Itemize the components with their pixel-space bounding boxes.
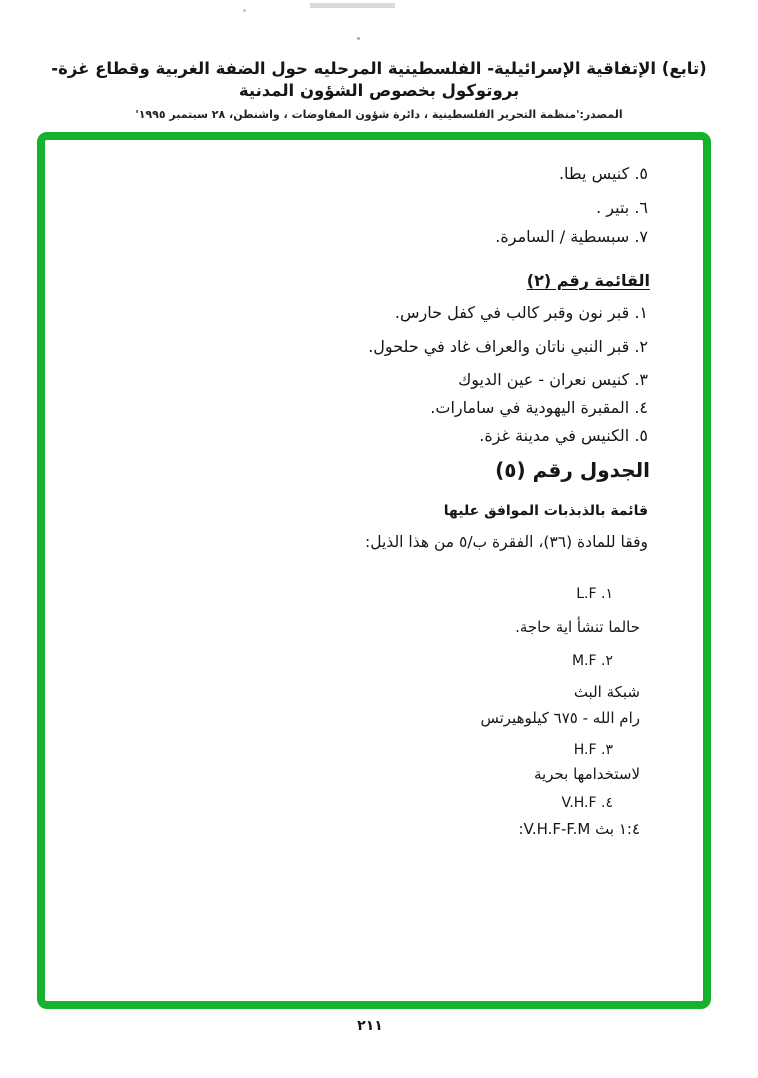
- table5-clause: وفقا للمادة (٣٦)، الفقرة ب/٥ من هذا الذيل:: [365, 533, 648, 551]
- document-title: (تابع) الإتفاقية الإسرائيلية- الفلسطينية المرحليه حول الضفة الغربية وقطاع غزة- بروتوكول بخصوص الشؤون المدنية: [51, 59, 707, 101]
- table5-heading: الجدول رقم (٥): [495, 458, 650, 482]
- frequency-entry: ٢. M.F: [571, 653, 613, 669]
- list-item: ١. قبر نون وقبر كالب في كفل حارس.: [394, 303, 648, 322]
- list2-heading: القائمة رقم (٢): [526, 271, 650, 290]
- frequency-entry: ٣. H.F: [573, 742, 613, 758]
- list-item: ٤. المقبرة اليهودية في سامارات.: [430, 398, 648, 417]
- page-header: [0, 58, 758, 121]
- frequency-entry: ١. L.F: [576, 586, 613, 602]
- page-number: ٢١١: [357, 1018, 383, 1034]
- scan-artifact-dot: [357, 37, 360, 40]
- table5-subtitle: قائمة بالذبذبات الموافق عليها: [443, 503, 648, 519]
- list-item: ٢. قبر النبي ناتان والعراف غاد في حلحول.: [368, 337, 648, 356]
- list-item: ٧. سبسطية / السامرة.: [495, 227, 648, 246]
- frequency-entry: شبكة البث: [573, 683, 640, 701]
- document-source: المصدر:'منظمة التحرير الفلسطينية ، دائرة شؤون المفاوضات ، واشنطن، ٢٨ سبتمبر ١٩٩٥': [135, 107, 623, 121]
- frequency-entry: ١:٤ بث V.H.F-F.M:: [518, 820, 640, 838]
- frequency-entry: حالما تنشأ اية حاجة.: [515, 618, 640, 636]
- frequency-entry: ٤. V.H.F: [561, 795, 613, 811]
- scan-artifact-bar: [310, 3, 395, 8]
- list-item: ٥. الكنيس في مدينة غزة.: [479, 426, 648, 445]
- list-item: ٦. بتير .: [596, 198, 648, 217]
- scan-artifact-dot: [243, 9, 246, 12]
- list-item: ٣. كنيس نعران - عين الديوك: [458, 370, 648, 389]
- frequency-entry: رام الله - ٦٧٥ كيلوهيرتس: [480, 709, 640, 727]
- list-item: ٥. كنيس يطا.: [558, 164, 648, 183]
- frequency-entry: لاستخدامها بحرية: [533, 765, 640, 783]
- green-highlight-box: [37, 132, 711, 1009]
